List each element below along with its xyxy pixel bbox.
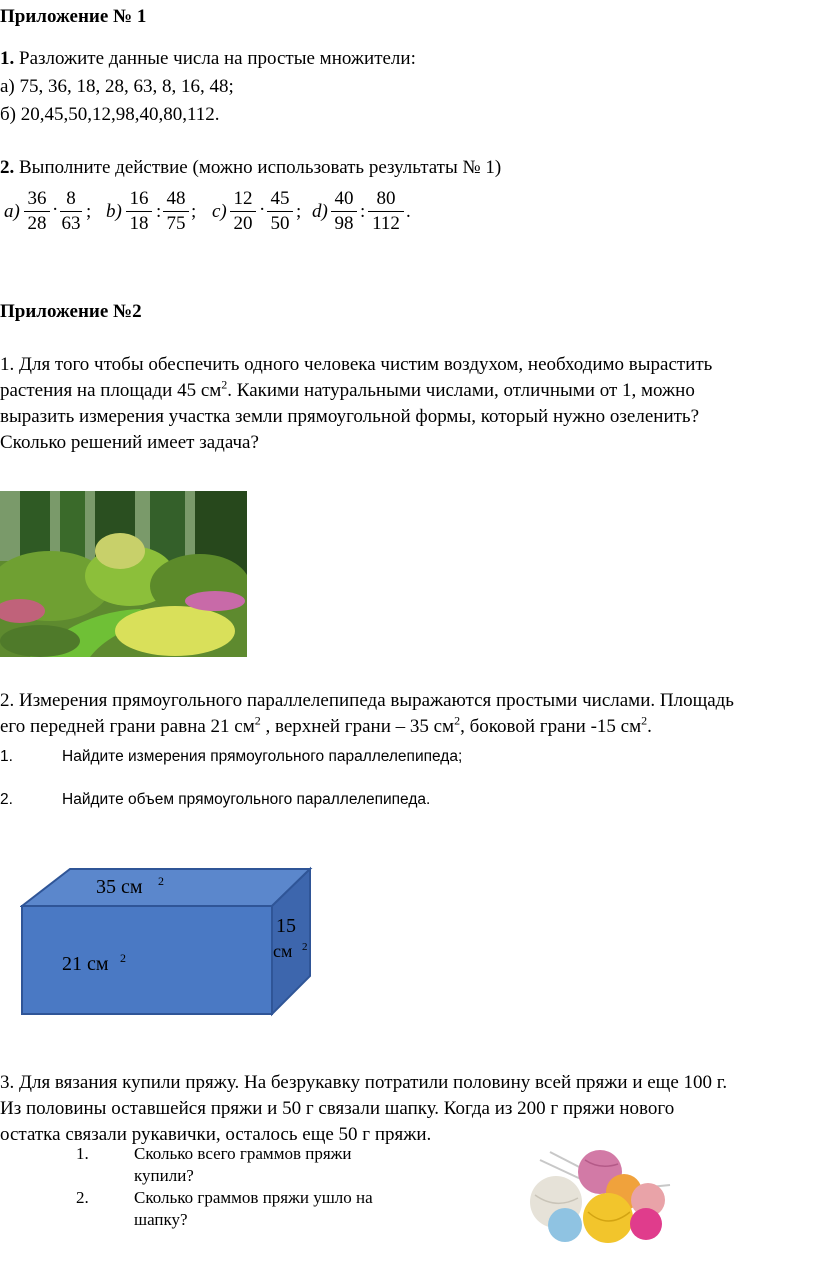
superscript: 2: [454, 713, 461, 728]
fraction-a1-num: 36: [27, 188, 47, 209]
expr-c-end: ;: [296, 201, 302, 222]
box-top-face: [22, 869, 310, 906]
fraction-b1: [126, 188, 152, 235]
fraction-b1-num: 16: [129, 188, 149, 209]
box-front-sup: 2: [120, 951, 126, 965]
question-1-number: 1.: [0, 748, 13, 765]
problem-3-line-3: остатка связали рукавички, осталось еще 50 г пряжи.: [0, 1124, 432, 1145]
fraction-d1-num: 40: [334, 188, 354, 209]
fraction-a2-num: 8: [66, 188, 76, 209]
expr-b-label: b): [106, 201, 122, 222]
yarn-question-2-number: 2.: [76, 1188, 89, 1207]
question-2-number: 2.: [0, 791, 13, 808]
fraction-a1-den: 28: [27, 213, 47, 234]
fraction-d1-den: 98: [334, 213, 354, 234]
task-1-text: Разложите данные числа на простые множители:: [14, 48, 416, 69]
expr-d-label: d): [312, 201, 328, 222]
task-1-line: [0, 48, 416, 70]
expr-c-label: c): [212, 201, 227, 222]
fraction-c2: [267, 188, 293, 235]
fraction-c2-num: 45: [270, 188, 290, 209]
problem-2: [0, 688, 812, 740]
problem-2-text-d: .: [647, 716, 652, 737]
fraction-c1-den: 20: [233, 213, 253, 234]
fraction-c1-num: 12: [233, 188, 253, 209]
fraction-b2: [163, 188, 189, 235]
problem-1-line-2-rest: . Какими натуральными числами, отличными от 1, можно: [227, 380, 695, 401]
box-side-label-1: 15: [276, 915, 296, 937]
box-front-label: 21 см: [62, 953, 109, 975]
problem-3-line-2: Из половины оставшейся пряжи и 50 г связали шапку. Когда из 200 г пряжи нового: [0, 1098, 675, 1119]
problem-2-text-b: , верхней грани – 35 см: [260, 716, 455, 737]
problem-1-line-1: 1. Для того чтобы обеспечить одного человека чистим воздухом, необходимо вырастить: [0, 354, 713, 375]
fraction-c2-den: 50: [270, 213, 290, 234]
fraction-a2: [60, 188, 82, 235]
expr-d-op: :: [360, 201, 366, 222]
problem-1-line-4: Сколько решений имеет задача?: [0, 432, 259, 453]
superscript: 2: [641, 713, 648, 728]
parallelepiped-diagram: [20, 866, 315, 1018]
fraction-d2: [368, 188, 404, 235]
task-1-a: а) 75, 36, 18, 28, 63, 8, 16, 48;: [0, 76, 234, 97]
expr-d-end: .: [406, 201, 411, 222]
yarn-question-1-line-2: купили?: [134, 1166, 194, 1185]
yarn-balls-picture: [520, 1140, 680, 1250]
appendix-1-title: Приложение № 1: [0, 6, 147, 27]
fraction-a2-den: 63: [61, 213, 81, 234]
fraction-d2-den: 112: [372, 213, 400, 234]
task-2-line: [0, 157, 501, 179]
expr-a-op: ·: [52, 199, 59, 220]
appendix-2-title: Приложение №2: [0, 301, 142, 322]
task-1-b: б) 20,45,50,12,98,40,80,112.: [0, 104, 220, 125]
problem-1-line-3: выразить измерения участка земли прямоугольной формы, который нужно озеленить?: [0, 406, 700, 427]
yarn-question-2-line-1: Сколько граммов пряжи ушло на: [134, 1188, 373, 1207]
box-top-label: 35 см: [96, 876, 143, 898]
problem-2-line-2: [0, 714, 812, 740]
fraction-b2-den: 75: [166, 213, 186, 234]
yarn-question-2-line-2: шапку?: [134, 1210, 188, 1229]
task-1-number: 1.: [0, 48, 15, 69]
problem-1-line-2: [0, 378, 812, 404]
fraction-b1-den: 18: [129, 213, 149, 234]
fraction-c1: [230, 188, 256, 235]
expr-b-op: :: [156, 201, 162, 222]
problem-3: [0, 1070, 812, 1148]
superscript: 2: [221, 377, 228, 392]
expr-a-label: a): [4, 201, 20, 222]
problem-2-text-c: , боковой грани -15 см: [460, 716, 642, 737]
problem-2-text-a: его передней грани равна 21 см: [0, 716, 255, 737]
fraction-a1: [24, 188, 50, 235]
box-side-label-2: см: [273, 941, 293, 961]
expr-b-end: ;: [191, 201, 197, 222]
garden-photo: [0, 491, 247, 657]
expr-c-op: ·: [259, 199, 266, 220]
question-1-text: Найдите измерения прямоугольного параллелепипеда;: [62, 748, 463, 765]
fraction-d2-num: 80: [376, 188, 396, 209]
problem-3-line-1: 3. Для вязания купили пряжу. На безрукавку потратили половину всей пряжи и еще 100 г.: [0, 1072, 728, 1093]
question-2-text: Найдите объем прямоугольного параллелепипеда.: [62, 791, 431, 808]
problem-2-line-1: 2. Измерения прямоугольного параллелепипеда выражаются простыми числами. Площадь: [0, 690, 734, 711]
problem-1: [0, 352, 812, 456]
expr-a-end: ;: [86, 201, 92, 222]
yarn-question-1-number: 1.: [76, 1144, 89, 1163]
task-2-text: Выполните действие (можно использовать результаты № 1): [14, 157, 502, 178]
task-2-number: 2.: [0, 157, 15, 178]
fraction-d1: [331, 188, 357, 235]
problem-1-line-2-text: растения на площади 45 см: [0, 380, 222, 401]
box-top-sup: 2: [158, 874, 164, 888]
box-front-face: [22, 906, 272, 1014]
box-side-sup: 2: [302, 941, 308, 953]
superscript: 2: [254, 713, 261, 728]
yarn-question-1-line-1: Сколько всего граммов пряжи: [134, 1144, 352, 1163]
fraction-b2-num: 48: [166, 188, 186, 209]
